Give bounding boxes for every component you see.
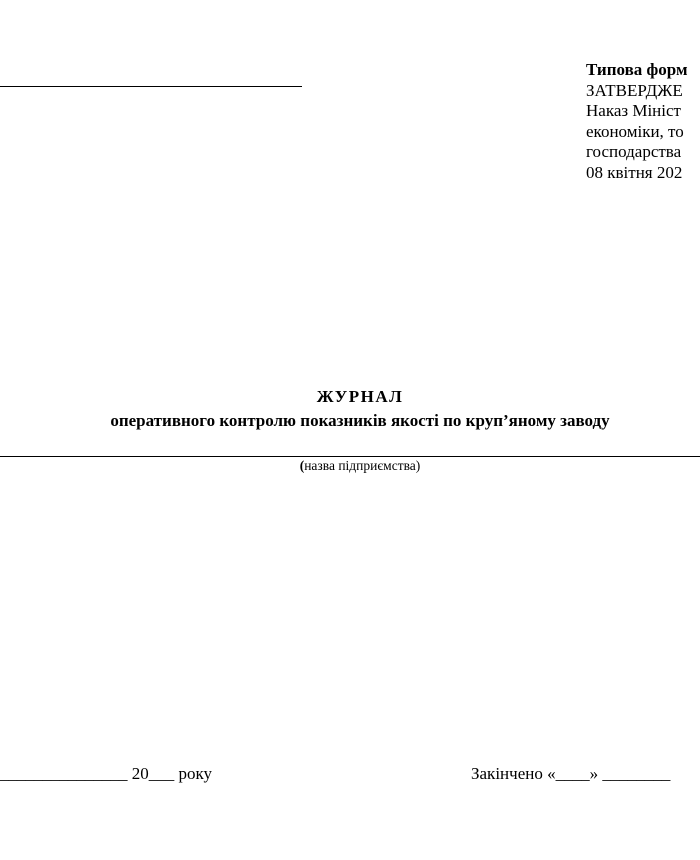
approval-line-approved: ЗАТВЕРДЖЕ: [586, 80, 683, 100]
form-type-label: Типова форм: [586, 60, 688, 79]
enterprise-name-line: [0, 456, 700, 457]
document-subtitle: оперативного контролю показників якості по круп’яному заводу: [110, 411, 610, 430]
caption-text: назва підприємства): [304, 458, 421, 473]
top-left-blank-line: [0, 86, 302, 87]
approval-stamp-block: [586, 60, 700, 183]
finished-date-line: Закінчено «____» ________: [471, 764, 671, 783]
caption-open-bracket: (: [299, 458, 305, 473]
enterprise-name-caption: [0, 458, 700, 474]
approval-line-order: Наказ Мініст: [586, 101, 681, 120]
started-date-line: _______________ 20___ року: [0, 764, 213, 783]
approval-line-ministry: економіки, то: [586, 121, 684, 141]
approval-line-economy: господарства: [586, 142, 682, 161]
document-title: ЖУРНАЛ: [316, 387, 404, 406]
approval-line-date: 08 квітня 202: [586, 162, 683, 182]
